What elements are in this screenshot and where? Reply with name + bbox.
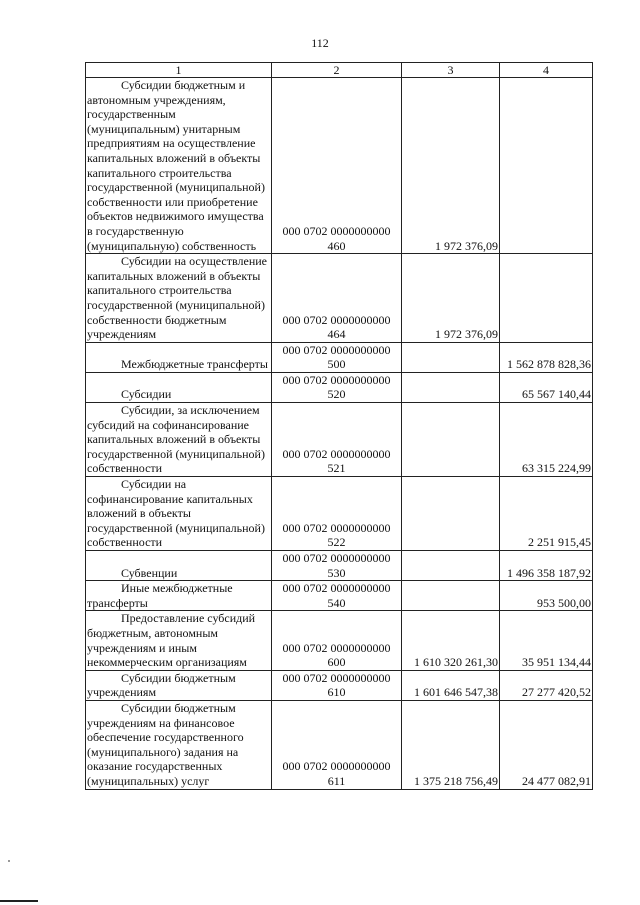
- page-number: 112: [311, 36, 329, 50]
- row-code: [272, 551, 402, 581]
- row-code-main: 000 0702 0000000000: [282, 670, 391, 685]
- table-row: [86, 611, 593, 670]
- row-name: Субсидии бюджетным и автономным учреждениям, государственным (муниципальным) унитарным предприятиям на осуществление капитальных вложений в объекты капитального строительства государственной (муниципальной) собственности или приобретение объектов недвижимого имущества в государственную (муниципальную) собственность: [86, 78, 272, 254]
- row-col4-amount: 1 562 878 828,36: [500, 342, 593, 372]
- row-code-suffix: 521: [327, 461, 346, 476]
- column-header-4: 4: [500, 63, 593, 78]
- row-col3-amount: [402, 372, 500, 402]
- table-row: [86, 403, 593, 477]
- table-row: [86, 551, 593, 581]
- row-code: [272, 700, 402, 789]
- row-col4-amount: [500, 254, 593, 343]
- budget-table: [85, 62, 593, 790]
- row-code: [272, 581, 402, 611]
- row-code-main: 000 0702 0000000000: [282, 640, 391, 655]
- row-col3-amount: 1 972 376,09: [402, 78, 500, 254]
- row-col4-amount: 65 567 140,44: [500, 372, 593, 402]
- row-col3-amount: [402, 477, 500, 551]
- row-code-main: 000 0702 0000000000: [282, 312, 391, 327]
- row-col4-amount: 24 477 082,91: [500, 700, 593, 789]
- row-name: Субсидии на софинансирование капитальных вложений в объекты государственной (муниципальной) собственности: [86, 477, 272, 551]
- row-col4-amount: 63 315 224,99: [500, 403, 593, 477]
- table-row: [86, 700, 593, 789]
- row-code-main: 000 0702 0000000000: [282, 372, 391, 387]
- table-row: [86, 581, 593, 611]
- row-code-suffix: 522: [327, 535, 346, 550]
- row-col4-amount: 35 951 134,44: [500, 611, 593, 670]
- row-col3-amount: 1 375 218 756,49: [402, 700, 500, 789]
- row-col4-amount: 953 500,00: [500, 581, 593, 611]
- row-col4-amount: 1 496 358 187,92: [500, 551, 593, 581]
- row-code-suffix: 540: [327, 595, 346, 610]
- row-col3-amount: [402, 551, 500, 581]
- row-code-main: 000 0702 0000000000: [282, 581, 391, 596]
- row-col3-amount: 1 601 646 547,38: [402, 670, 500, 700]
- table-row: [86, 670, 593, 700]
- row-code: [272, 254, 402, 343]
- row-name: Субвенции: [86, 551, 272, 581]
- row-code-suffix: 500: [327, 357, 346, 372]
- row-code-suffix: 611: [327, 773, 346, 788]
- table-row: [86, 78, 593, 254]
- row-code-main: 000 0702 0000000000: [282, 223, 391, 238]
- row-code-suffix: 610: [327, 685, 346, 700]
- row-name: Субсидии: [86, 372, 272, 402]
- row-code-main: 000 0702 0000000000: [282, 551, 391, 565]
- row-name: Межбюджетные трансферты: [86, 342, 272, 372]
- row-col3-amount: [402, 581, 500, 611]
- row-code-suffix: 464: [327, 327, 346, 342]
- row-code-main: 000 0702 0000000000: [282, 342, 391, 357]
- row-name: Субсидии на осуществление капитальных вложений в объекты капитального строительства государственной (муниципальной) собственности бюджетным учреждениям: [86, 254, 272, 343]
- column-header-2: 2: [272, 63, 402, 78]
- row-code-main: 000 0702 0000000000: [282, 759, 391, 774]
- table-row: [86, 342, 593, 372]
- row-name: Иные межбюджетные трансферты: [86, 581, 272, 611]
- row-code-main: 000 0702 0000000000: [282, 520, 391, 535]
- row-col3-amount: 1 972 376,09: [402, 254, 500, 343]
- row-name: Субсидии бюджетным учреждениям на финансовое обеспечение государственного (муниципального) задания на оказание государственных (муниципальных) услуг: [86, 700, 272, 789]
- row-code-suffix: 600: [327, 655, 346, 670]
- row-code: [272, 372, 402, 402]
- table-row: [86, 254, 593, 343]
- row-code: [272, 342, 402, 372]
- row-code-main: 000 0702 0000000000: [282, 446, 391, 461]
- row-col3-amount: 1 610 320 261,30: [402, 611, 500, 670]
- row-name: Субсидии бюджетным учреждениям: [86, 670, 272, 700]
- row-code: [272, 670, 402, 700]
- row-col4-amount: [500, 78, 593, 254]
- row-name: Предоставление субсидий бюджетным, автономным учреждениям и иным некоммерческим организациям: [86, 611, 272, 670]
- scan-artifact: [8, 860, 10, 862]
- row-name: Субсидии, за исключением субсидий на софинансирование капитальных вложений в объекты государственной (муниципальной) собственности: [86, 403, 272, 477]
- row-col4-amount: 27 277 420,52: [500, 670, 593, 700]
- row-code: [272, 477, 402, 551]
- row-code: [272, 611, 402, 670]
- column-header-3: 3: [402, 63, 500, 78]
- row-code-suffix: 460: [327, 238, 346, 253]
- table-header-row: [86, 63, 593, 78]
- footer-rule: [0, 900, 38, 902]
- row-code: [272, 403, 402, 477]
- column-header-1: 1: [86, 63, 272, 78]
- row-code-suffix: 530: [327, 565, 346, 580]
- row-code: [272, 78, 402, 254]
- row-code-suffix: 520: [327, 387, 346, 402]
- row-col3-amount: [402, 342, 500, 372]
- table-row: [86, 477, 593, 551]
- table-row: [86, 372, 593, 402]
- row-col4-amount: 2 251 915,45: [500, 477, 593, 551]
- row-col3-amount: [402, 403, 500, 477]
